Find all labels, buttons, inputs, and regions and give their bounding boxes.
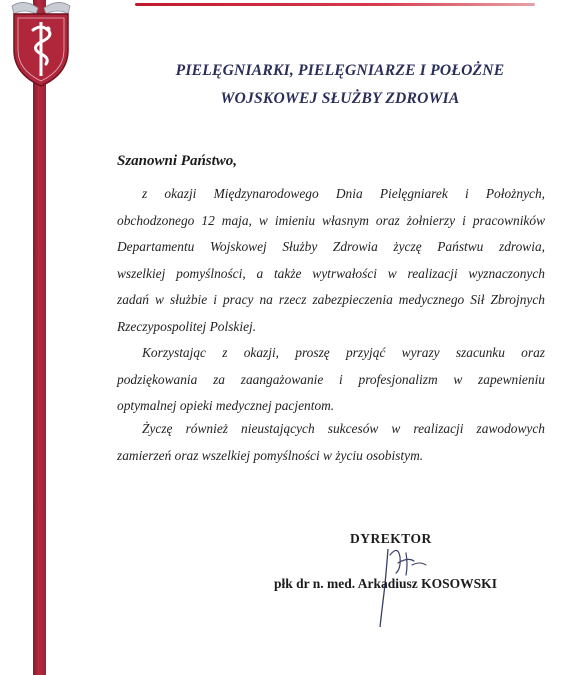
- title-line-2: WOJSKOWEJ SŁUŻBY ZDROWIA: [220, 90, 460, 107]
- paragraph-line: Rzeczypospolitej Polskiej.: [117, 318, 257, 334]
- paragraph-1: [117, 181, 545, 340]
- paragraph-line: zamierzeń oraz wszelkiej pomyślności w życiu osobistym.: [117, 447, 424, 463]
- salutation: Szanowni Państwo,: [117, 153, 238, 169]
- paragraph-line: podziękowania za zaangażowanie i profesjonalizm w zapewnieniu: [117, 371, 545, 387]
- paragraph-line: Życzę również nieustających sukcesów w realizacji zawodowych: [142, 421, 545, 436]
- signatory-name: płk dr n. med. Arkadiusz KOSOWSKI: [274, 576, 497, 591]
- paragraph-line: Korzystając z okazji, proszę przyjąć wyrazy szacunku oraz: [142, 345, 545, 360]
- title-line-1: PIELĘGNIARKI, PIELĘGNIARZE I POŁOŻNE: [175, 62, 505, 79]
- paragraph-line: optymalnej opieki medycznej pacjentom.: [117, 398, 335, 413]
- paragraph-line: obchodzonego 12 maja, w imieniu własnym oraz żołnierzy i pracowników: [117, 212, 545, 228]
- paragraph-line: z okazji Międzynarodowego Dnia Pielęgniarek i Położnych,: [142, 186, 545, 201]
- signatory-title: DYREKTOR: [350, 531, 432, 546]
- paragraph-line: Departamentu Wojskowej Służby Zdrowia życzę Państwu zdrowia,: [117, 239, 545, 254]
- paragraph-3: [117, 416, 545, 469]
- left-red-stripe: [33, 0, 46, 675]
- paragraph-2: [117, 340, 545, 420]
- military-health-emblem-icon: [2, 0, 80, 88]
- top-red-line: [135, 3, 535, 6]
- paragraph-line: zadań w służbie i pracy na rzecz zabezpieczenia medycznego Sił Zbrojnych: [117, 292, 545, 307]
- paragraph-line: wszelkiej pomyślności, a także wytrwałości w realizacji wyznaczonych: [117, 265, 545, 281]
